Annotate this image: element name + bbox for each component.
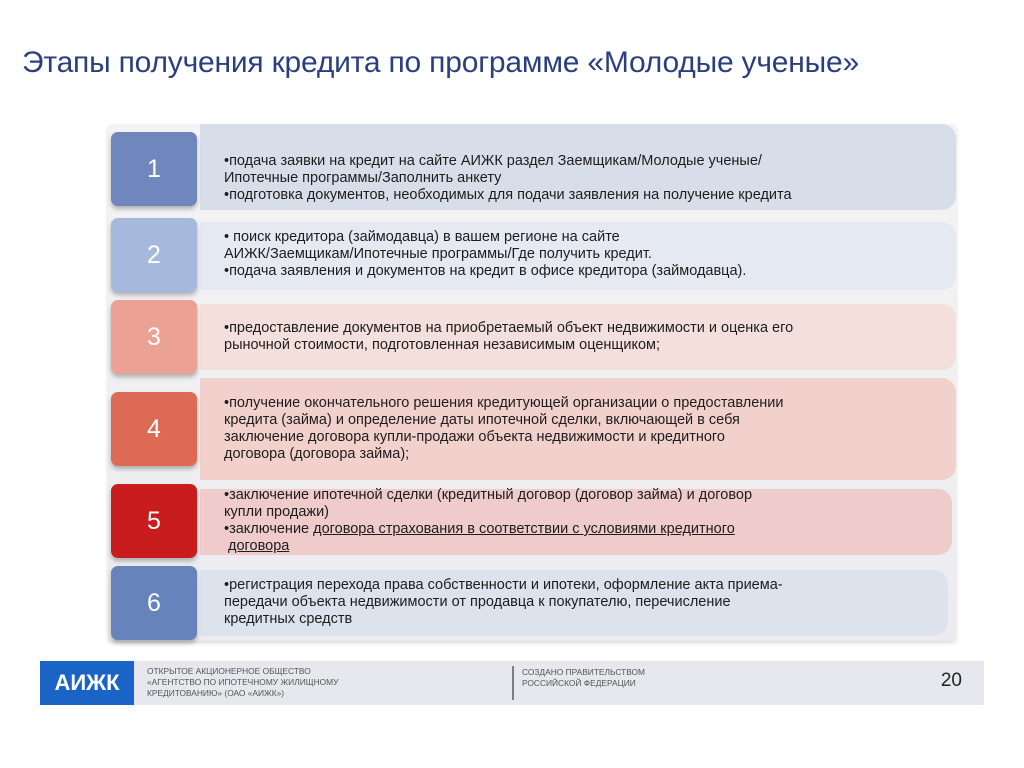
- page-number: 20: [940, 670, 962, 691]
- step-5-number: 5: [111, 484, 197, 558]
- step-5-text: [224, 487, 944, 555]
- step-5-item-2: •заключение договора страхования в соответствии с условиями кредитного договора: [224, 521, 735, 554]
- step-2-item-1: • поиск кредитора (займодавца) в вашем регионе на сайте АИЖК/Заемщикам/Ипотечные программы/Где получить кредит.: [224, 229, 652, 262]
- step-1-text: [224, 153, 944, 204]
- footer: [40, 661, 984, 705]
- step-3-text: [224, 320, 944, 354]
- step-3-number: 3: [111, 300, 197, 374]
- footer-divider: [512, 666, 514, 700]
- step-1-number: 1: [111, 132, 197, 206]
- step-1-item-1: •подача заявки на кредит на сайте АИЖК раздел Заемщикам/Молодые ученые/ Ипотечные программы/Заполнить анкету: [224, 153, 762, 186]
- aizhk-logo: АИЖК: [40, 661, 134, 705]
- step-2: [108, 218, 956, 292]
- step-4: [108, 378, 956, 480]
- government-note: СОЗДАНО ПРАВИТЕЛЬСТВОМ РОССИЙСКОЙ ФЕДЕРАЦИИ: [522, 667, 646, 688]
- step-6: [108, 566, 956, 640]
- step-5-item-1: •заключение ипотечной сделки (кредитный договор (договор займа) и договор купли продажи): [224, 487, 753, 520]
- step-2-item-2: •подача заявления и документов на кредит в офисе кредитора (займодавца).: [224, 263, 747, 279]
- step-6-text: [224, 577, 944, 628]
- step-6-number: 6: [111, 566, 197, 640]
- step-4-number: 4: [111, 392, 197, 466]
- step-2-text: [224, 229, 944, 280]
- step-2-number: 2: [111, 218, 197, 292]
- step-5: [108, 484, 956, 558]
- step-6-item-1: •регистрация перехода права собственности и ипотеки, оформление акта приема- передачи объекта недвижимости от продавца к покупателю, перечисление кредитных средств: [224, 577, 783, 627]
- step-1: [108, 124, 956, 210]
- organization-name: ОТКРЫТОЕ АКЦИОНЕРНОЕ ОБЩЕСТВО «АГЕНТСТВО ПО ИПОТЕЧНОМУ ЖИЛИЩНОМУ КРЕДИТОВАНИЮ» (ОАО «АИЖК»): [147, 666, 339, 698]
- step-4-item-1: •получение окончательного решения кредитующей организации о предоставлении кредита (займа) и определение даты ипотечной сделки, включающей в себя заключение договора купли-продажи объекта недвижимости и кредитного договора (договора займа);: [224, 395, 784, 462]
- step-1-item-2: •подготовка документов, необходимых для подачи заявления на получение кредита: [224, 187, 792, 203]
- step-3-item-1: •предоставление документов на приобретаемый объект недвижимости и оценка его рыночной стоимости, подготовленная независимым оценщиком;: [224, 320, 794, 353]
- step-4-text: [224, 395, 944, 463]
- step-3: [108, 300, 956, 374]
- slide-title: Этапы получения кредита по программе «Молодые ученые»: [22, 46, 859, 79]
